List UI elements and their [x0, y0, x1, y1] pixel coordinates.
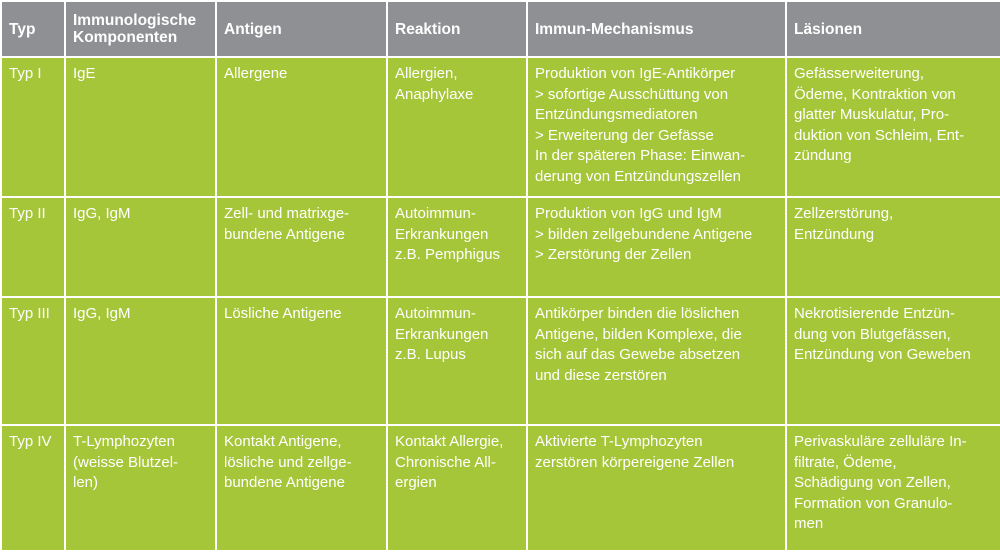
- cell-antigen: Lösliche Antigene: [216, 297, 387, 425]
- cell-laesionen: Nekrotisierende Entzün- dung von Blutgefässen, Entzündung von Geweben: [786, 297, 1000, 425]
- cell-laesionen: Zellzerstörung, Entzündung: [786, 197, 1000, 297]
- cell-antigen: Zell- und matrixge- bundene Antigene: [216, 197, 387, 297]
- cell-komponenten: IgG, IgM: [65, 297, 216, 425]
- header-typ: Typ: [1, 1, 65, 57]
- cell-mechanismus: Produktion von IgE-Antikörper > sofortige Ausschüttung von Entzündungsmediatoren > Erweiterung der Gefässe In der späteren Phase: Einwan- derung von Entzündungszellen: [527, 57, 786, 197]
- cell-komponenten: T-Lymphozyten (weisse Blutzel- len): [65, 425, 216, 551]
- cell-mechanismus: Antikörper binden die löslichen Antigene, bilden Komplexe, die sich auf das Gewebe absetzen und diese zerstören: [527, 297, 786, 425]
- table-row: [1, 425, 1000, 551]
- cell-komponenten: IgE: [65, 57, 216, 197]
- cell-laesionen: Perivaskuläre zelluläre In- filtrate, Ödeme, Schädigung von Zellen, Formation von Granulo- men: [786, 425, 1000, 551]
- cell-laesionen: Gefässerweiterung, Ödeme, Kontraktion von glatter Muskulatur, Pro- duktion von Schleim, Ent- zündung: [786, 57, 1000, 197]
- cell-antigen: Allergene: [216, 57, 387, 197]
- header-mechanismus: Immun-Mechanismus: [527, 1, 786, 57]
- cell-mechanismus: Produktion von IgG und IgM > bilden zellgebundene Antigene > Zerstörung der Zellen: [527, 197, 786, 297]
- cell-mechanismus: Aktivierte T-Lymphozyten zerstören körpereigene Zellen: [527, 425, 786, 551]
- header-laesionen: Läsionen: [786, 1, 1000, 57]
- table-row: [1, 297, 1000, 425]
- cell-komponenten: IgG, IgM: [65, 197, 216, 297]
- table-row: [1, 57, 1000, 197]
- cell-antigen: Kontakt Antigene, lösliche und zellge- bundene Antigene: [216, 425, 387, 551]
- cell-typ: Typ I: [1, 57, 65, 197]
- header-row: [1, 1, 1000, 57]
- cell-typ: Typ II: [1, 197, 65, 297]
- cell-typ: Typ III: [1, 297, 65, 425]
- cell-reaktion: Kontakt Allergie, Chronische All- ergien: [387, 425, 527, 551]
- table-row: [1, 197, 1000, 297]
- cell-reaktion: Autoimmun- Erkrankungen z.B. Pemphigus: [387, 197, 527, 297]
- cell-typ: Typ IV: [1, 425, 65, 551]
- cell-reaktion: Allergien, Anaphylaxe: [387, 57, 527, 197]
- cell-reaktion: Autoimmun- Erkrankungen z.B. Lupus: [387, 297, 527, 425]
- header-reaktion: Reaktion: [387, 1, 527, 57]
- header-komponenten: Immunologische Komponenten: [65, 1, 216, 57]
- header-antigen: Antigen: [216, 1, 387, 57]
